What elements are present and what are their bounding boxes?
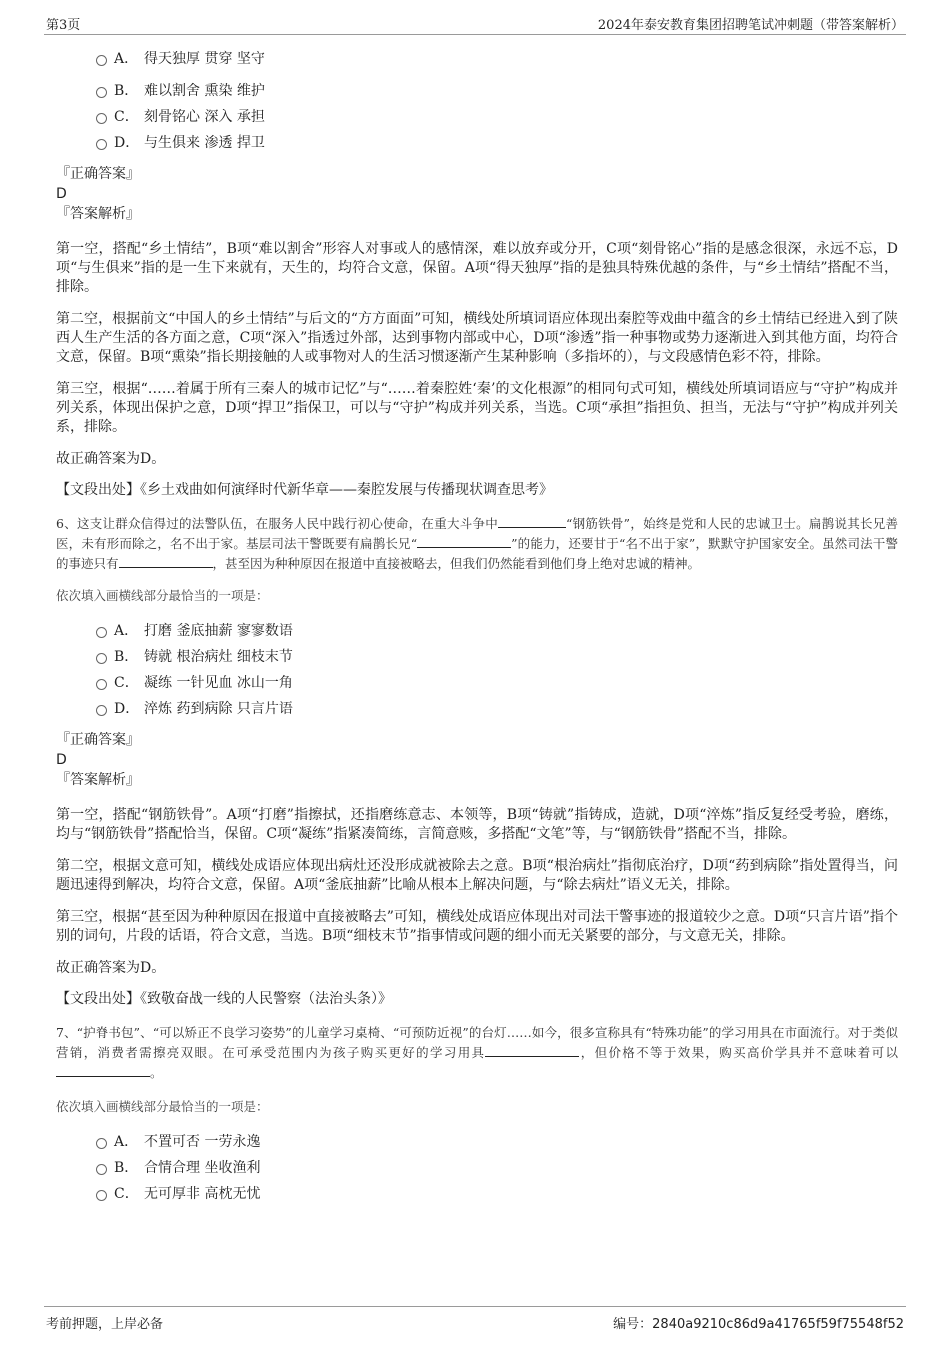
q6-options: [96, 618, 898, 722]
page-content: [56, 46, 898, 1207]
document-title: 2024年泰安教育集团招聘笔试冲刺题（带答案解析）: [597, 18, 904, 33]
q7-options: [96, 1129, 898, 1207]
q5-analysis-paragraph: 第三空，根据“……着属于所有三秦人的城市记忆”与“……着秦腔姓‘秦’的文化根源”的相同句式可知，横线处所填词语应与“守护”构成并列关系，体现出保护之意，D项“捍卫”指保卫，可以与“守护”构成并列关系，当选。C项“承担”指担负、担当，无法与“守护”构成并列关系，排除。: [56, 381, 898, 435]
radio-icon[interactable]: [96, 55, 107, 66]
radio-icon[interactable]: [96, 139, 107, 150]
q6-analysis-paragraph: 第二空，根据文意可知，横线处成语应体现出病灶还没形成就被除去之意。B项“根治病灶”指彻底治疗，D项“药到病除”指处置得当，问题迅速得到解决，均符合文意，保留。A项“釜底抽薪”比喻从根本上解决问题，与“除去病灶”语义无关，排除。: [56, 858, 898, 893]
q6-answer-label: 『正确答案』: [56, 732, 140, 748]
q5-analysis-label: 『答案解析』: [56, 206, 140, 222]
q6-analysis-paragraph: 第三空，根据“甚至因为种种原因在报道中直接被略去”可知，横线处成语应体现出对司法干警事迹的报道较少之意。D项“只言片语”指个别的词句，片段的话语，符合文意，当选。B项“细枝末节”指事情或问题的细小而无关紧要的部分，与文意无关，排除。: [56, 909, 898, 944]
radio-icon[interactable]: [96, 1138, 107, 1149]
radio-icon[interactable]: [96, 679, 107, 690]
q6-option-d[interactable]: D． 淬炼 药到病除 只言片语: [96, 696, 898, 722]
q7-question-text: 7、“护脊书包”、“可以矫正不良学习姿势”的儿童学习桌椅、“可预防近视”的台灯……如今，很多宣称具有“特殊功能”的学习用具在市面流行。对于类似营销，消费者需擦亮双眼。在可承受范围内为孩子购买更好的学习用具 ，但价格不等于效果，购买高价学具并不意味着可以。: [56, 1025, 898, 1080]
radio-icon[interactable]: [96, 113, 107, 124]
document-code: 编号：2840a9210c86d9a41765f59f75548f52: [613, 1317, 904, 1332]
q5-option-b[interactable]: B． 难以割舍 熏染 维护: [96, 78, 898, 104]
q5-answer: D: [56, 186, 67, 202]
q6-prompt: 依次填入画横线部分最恰当的一项是：: [56, 588, 269, 603]
q6-question-text: 6、这支让群众信得过的法警队伍，在服务人民中践行初心使命，在重大斗争中 “钢筋铁骨”，始终是党和人民的忠诚卫士。扁鹊说其长兄善医，未有形而除之，名不出于家。基层司法干警既要有扁鹊长兄“ ”的能力，还要甘于“名不出于家”，默默守护国家安全。虽然司法干警的事迹只有 ，甚至因为种种原因在报道中直接被略去，但我们仍然能看到他们身上绝对忠诚的精神。: [56, 516, 898, 571]
q5-analysis-conclusion: 故正确答案为D。: [56, 451, 166, 467]
q6-analysis-conclusion: 故正确答案为D。: [56, 960, 166, 976]
source-label: 【文段出处】: [56, 991, 140, 1007]
q7-option-a[interactable]: A． 不置可否 一劳永逸: [96, 1129, 898, 1155]
source-title: 《致敬奋战一线的人民警察（法治头条）》: [140, 991, 392, 1007]
blank-2[interactable]: [56, 1063, 150, 1077]
q7-option-b[interactable]: B． 合情合理 坐收渔利: [96, 1155, 898, 1181]
q7-option-c[interactable]: C． 无可厚非 高枕无忧: [96, 1181, 898, 1207]
q5-analysis-paragraph: 第二空，根据前文“中国人的乡土情结”与后文的“方方面面”可知，横线处所填词语应体现出秦腔等戏曲中蕴含的乡土情结已经进入到了陕西人生产生活的各方面之意，C项“深入”指透过外部，达到事物内部或中心，D项“渗透”指一种事物或势力逐渐进入到其他方面，均符合文意，保留。B项“熏染”指长期接触的人或事物对人的生活习惯逐渐产生某种影响（多指坏的），与文段感情色彩不符，排除。: [56, 311, 898, 365]
source-label: 【文段出处】: [56, 482, 140, 498]
radio-icon[interactable]: [96, 705, 107, 716]
radio-icon[interactable]: [96, 653, 107, 664]
page-header: [44, 12, 906, 35]
q6-option-c[interactable]: C． 凝练 一针见血 冰山一角: [96, 670, 898, 696]
blank-1[interactable]: [485, 1043, 579, 1057]
blank-2[interactable]: [417, 534, 511, 548]
q6-option-b[interactable]: B． 铸就 根治病灶 细枝末节: [96, 644, 898, 670]
page-number: 第3页: [46, 18, 81, 33]
radio-icon[interactable]: [96, 1164, 107, 1175]
source-title: 《乡土戏曲如何演绎时代新华章——秦腔发展与传播现状调查思考》: [140, 482, 553, 498]
q5-option-c[interactable]: C． 刻骨铭心 深入 承担: [96, 104, 898, 130]
q6-analysis-label: 『答案解析』: [56, 772, 140, 788]
q5-analysis-paragraph: 第一空，搭配“乡土情结”，B项“难以割舍”形容人对事或人的感情深，难以放弃或分开，C项“刻骨铭心”指的是感念很深，永远不忘，D项“与生俱来”指的是一生下来就有，天生的，均符合文意，保留。A项“得天独厚”指的是独具特殊优越的条件，与“乡土情结”搭配不当，排除。: [56, 241, 898, 295]
blank-3[interactable]: [119, 554, 213, 568]
footer-slogan: 考前押题，上岸必备: [46, 1317, 164, 1332]
q6-option-a[interactable]: A． 打磨 釜底抽薪 寥寥数语: [96, 618, 898, 644]
radio-icon[interactable]: [96, 87, 107, 98]
q5-options: [96, 46, 898, 156]
q6-source: [56, 990, 898, 1009]
radio-icon[interactable]: [96, 627, 107, 638]
blank-1[interactable]: [498, 514, 566, 528]
q6-answer: D: [56, 752, 67, 768]
q5-option-d[interactable]: D． 与生俱来 渗透 捍卫: [96, 130, 898, 156]
q7-prompt: 依次填入画横线部分最恰当的一项是：: [56, 1099, 269, 1114]
q5-option-a[interactable]: A． 得天独厚 贯穿 坚守: [96, 46, 898, 72]
page-footer: [44, 1306, 906, 1332]
q6-analysis-paragraph: 第一空，搭配“钢筋铁骨”。A项“打磨”指擦拭，还指磨练意志、本领等，B项“铸就”指铸成，造就，D项“淬炼”指反复经受考验，磨练，均与“钢筋铁骨”搭配恰当，保留。C项“凝练”指紧凑简练，言简意赅，多搭配“文笔”等，与“钢筋铁骨”搭配不当，排除。: [56, 807, 898, 842]
q5-source: [56, 481, 898, 500]
q5-answer-label: 『正确答案』: [56, 166, 140, 182]
radio-icon[interactable]: [96, 1190, 107, 1201]
